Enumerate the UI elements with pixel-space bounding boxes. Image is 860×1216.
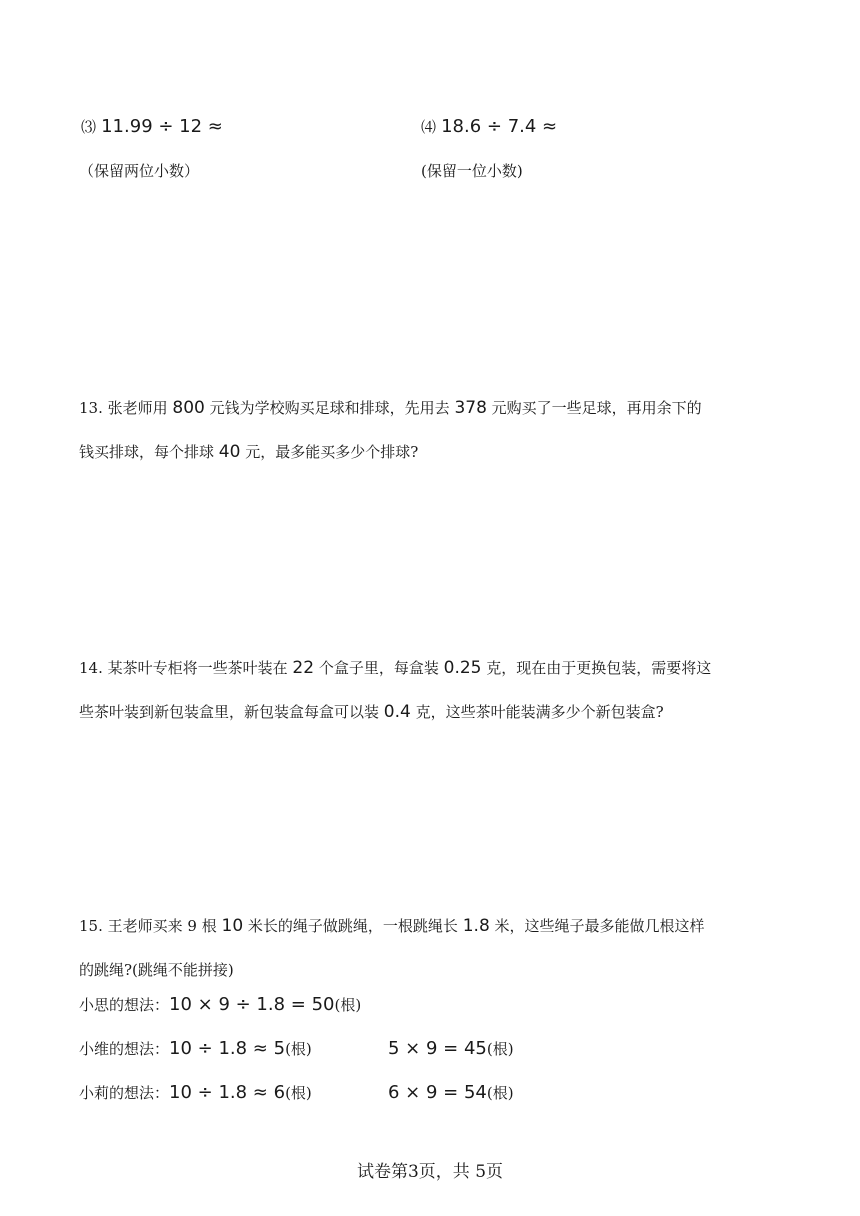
xiaowei-unit-2: (根) xyxy=(486,1040,514,1058)
q12-item3-expression: 11.99 ÷ 12 ≈ xyxy=(101,116,223,137)
q14-line1-c: 克，现在由于更换包装，需要将这 xyxy=(486,659,712,677)
q14-weight-025: 0.25 xyxy=(443,658,482,678)
xiaoli-label: 小莉的想法： xyxy=(79,1084,170,1102)
q13-amount-800: 800 xyxy=(172,398,205,418)
q15-xiaowei-step2 xyxy=(388,1038,514,1060)
q15-line2: 的跳绳?(跳绳不能拼接) xyxy=(79,961,234,979)
q14-line2-a: 些茶叶装到新包装盒里，新包装盒每盒可以装 xyxy=(79,703,380,721)
q13-line1 xyxy=(79,398,702,418)
q14-line1-a: 14. 某茶叶专柜将一些茶叶装在 xyxy=(79,659,288,677)
q13-line2 xyxy=(79,442,418,462)
q13-line1-a: 13. 张老师用 xyxy=(79,399,168,417)
q15-length-18: 1.8 xyxy=(462,916,490,936)
q14-line1 xyxy=(79,658,711,678)
q15-xiaoli-step2 xyxy=(388,1082,514,1104)
q12-item4-note: (保留一位小数) xyxy=(421,162,523,180)
q13-line1-c: 元购买了一些足球，再用余下的 xyxy=(491,399,702,417)
q12-item4 xyxy=(421,116,557,138)
page-footer: 试卷第3页，共 5页 xyxy=(356,1162,504,1182)
q15-length-10: 10 xyxy=(221,916,244,936)
q15-xiaosi xyxy=(79,994,361,1016)
xiaoli-unit-1: (根) xyxy=(285,1084,312,1102)
q15-xiaoli xyxy=(79,1082,312,1104)
xiaosi-expression: 10 × 9 ÷ 1.8 = 50 xyxy=(169,994,335,1015)
q13-amount-378: 378 xyxy=(454,398,487,418)
q15-xiaowei xyxy=(79,1038,312,1060)
xiaowei-label: 小维的想法： xyxy=(79,1040,170,1058)
xiaowei-expression-2: 5 × 9 = 45 xyxy=(388,1038,487,1059)
q12-item4-expression: 18.6 ÷ 7.4 ≈ xyxy=(441,116,558,137)
q13-amount-40: 40 xyxy=(218,442,241,462)
q15-line1-b: 米长的绳子做跳绳，一根跳绳长 xyxy=(247,917,458,935)
xiaoli-expression-1: 10 ÷ 1.8 ≈ 6 xyxy=(169,1082,286,1103)
q14-boxes-22: 22 xyxy=(292,658,315,678)
q14-weight-04: 0.4 xyxy=(383,702,411,722)
xiaosi-label: 小思的想法： xyxy=(79,996,170,1014)
xiaoli-unit-2: (根) xyxy=(486,1084,514,1102)
xiaosi-unit: (根) xyxy=(334,996,362,1014)
q13-line2-b: 元，最多能买多少个排球? xyxy=(245,443,419,461)
q12-item3-label: ⑶ xyxy=(81,118,97,136)
q15-line1-c: 米，这些绳子最多能做几根这样 xyxy=(494,917,705,935)
xiaowei-unit-1: (根) xyxy=(285,1040,312,1058)
q14-line2 xyxy=(79,702,664,722)
q15-line1-a: 15. 王老师买来 9 根 xyxy=(79,917,217,935)
q13-line1-b: 元钱为学校购买足球和排球，先用去 xyxy=(209,399,450,417)
q15-line1 xyxy=(79,916,705,936)
q12-item3-note: （保留两位小数） xyxy=(79,162,200,180)
xiaoli-expression-2: 6 × 9 = 54 xyxy=(388,1082,487,1103)
q12-item4-label: ⑷ xyxy=(421,118,437,136)
xiaowei-expression-1: 10 ÷ 1.8 ≈ 5 xyxy=(169,1038,286,1059)
q13-line2-a: 钱买排球，每个排球 xyxy=(79,443,215,461)
q14-line2-b: 克，这些茶叶能装满多少个新包装盒? xyxy=(415,703,664,721)
q12-item3 xyxy=(81,116,223,138)
q14-line1-b: 个盒子里，每盒装 xyxy=(318,659,439,677)
